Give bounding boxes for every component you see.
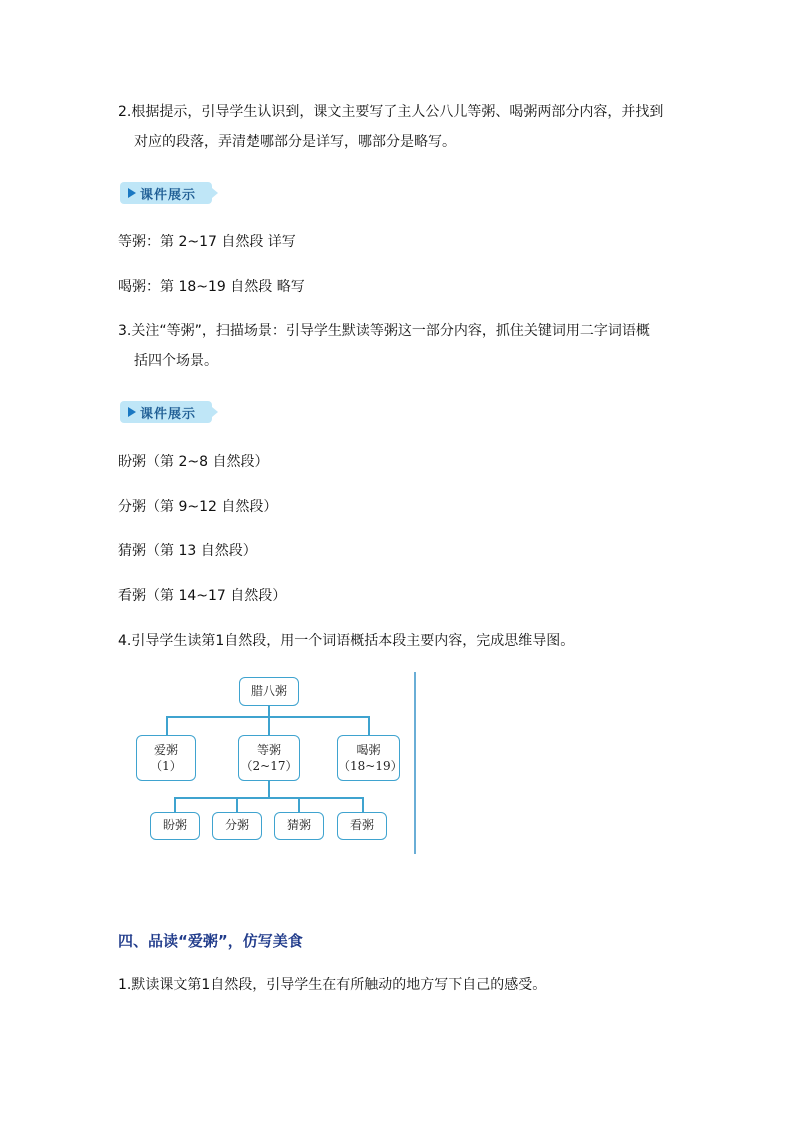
mindmap-node-dengzhou [238,735,300,781]
mindmap-node-panzhou [150,812,200,840]
play-triangle-icon [128,188,136,198]
mindmap-node-hezhou-label: 喝粥 [356,743,381,757]
paragraph-2-line-1: 2.根据提示，引导学生认识到，课文主要写了主人公八儿等粥、喝粥两部分内容，并找到 [118,104,664,120]
connector-level3-bar [174,797,364,799]
scene-line-3: 猜粥（第 13 自然段） [118,543,257,559]
play-triangle-icon [128,407,136,417]
connector-to-kanzhou [362,797,364,812]
mindmap-node-kanzhou-label: 看粥 [349,818,374,832]
mindmap-root-label: 腊八粥 [250,684,287,698]
mindmap-vertical-rule [414,672,416,854]
paragraph-2 [118,97,688,157]
connector-to-panzhou [174,797,176,812]
courseware-badge-1-label: 课件展示 [140,187,197,203]
courseware-badge-2-label: 课件展示 [140,406,197,422]
paragraph-3-line-1: 3.关注“等粥”，扫描场景：引导学生默读等粥这一部分内容，抓住关键词用二字词语概 [118,323,650,339]
connector-to-aizhou [166,716,168,736]
paragraph-3 [118,316,688,376]
mindmap-node-kanzhou [337,812,387,840]
mindmap-node-aizhou-label: 爱粥 [153,743,178,757]
mindmap-node-fenzhou-label: 分粥 [224,818,249,832]
mindmap-node-dengzhou-label: 等粥 [256,743,281,757]
connector-to-dengzhou [268,716,270,736]
mindmap-node-dengzhou-range: （2~17） [240,759,298,773]
connector-to-caizhou [298,797,300,812]
connector-dengzhou-down [268,781,270,798]
summary-line-2: 喝粥：第 18~19 自然段 略写 [118,279,305,295]
courseware-badge-2 [120,401,212,423]
section-heading: 四、品读“爱粥”，仿写美食 [118,932,303,950]
mindmap-node-caizhou-label: 猜粥 [286,818,311,832]
connector-to-fenzhou [236,797,238,812]
mindmap-node-aizhou [136,735,196,781]
paragraph-4: 4.引导学生读第1自然段，用一个词语概括本段主要内容，完成思维导图。 [118,633,575,649]
mindmap-node-hezhou-range: （18~19） [338,759,403,773]
mindmap-node-hezhou [337,735,403,781]
mindmap-node-fenzhou [212,812,262,840]
summary-line-1: 等粥：第 2~17 自然段 详写 [118,234,296,250]
paragraph-3-line-2: 括四个场景。 [134,353,218,369]
paragraph-2-line-2: 对应的段落，弄清楚哪部分是详写，哪部分是略写。 [134,134,456,150]
mindmap-node-aizhou-range: （1） [150,759,182,773]
scene-line-1: 盼粥（第 2~8 自然段） [118,454,269,470]
mindmap-node-caizhou [274,812,324,840]
scene-line-2: 分粥（第 9~12 自然段） [118,499,278,515]
courseware-badge-1 [120,182,212,204]
connector-to-hezhou [368,716,370,736]
paragraph-5: 1.默读课文第1自然段，引导学生在有所触动的地方写下自己的感受。 [118,977,547,993]
mindmap-node-panzhou-label: 盼粥 [162,818,187,832]
mindmap-root-node [239,677,299,706]
scene-line-4: 看粥（第 14~17 自然段） [118,588,287,604]
